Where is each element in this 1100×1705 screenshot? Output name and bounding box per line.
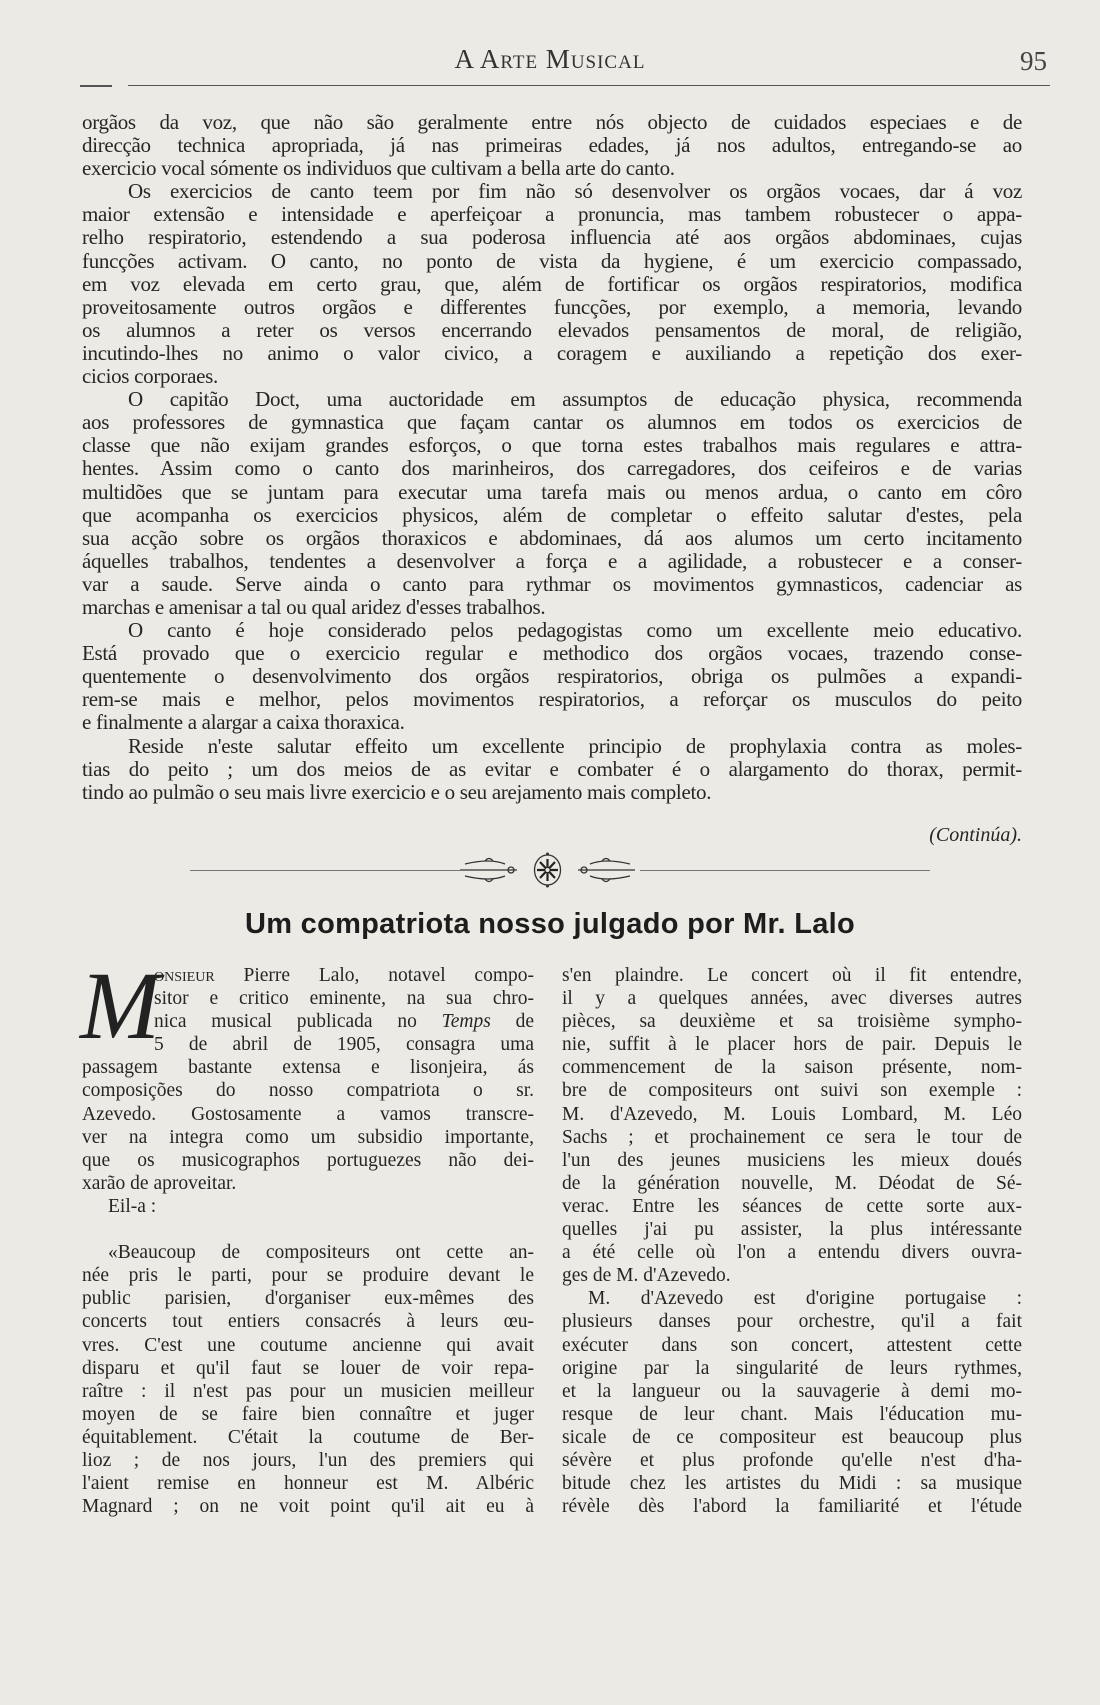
text-line: O capitão Doct, uma auctoridade em assumptos de educação physica, recommenda xyxy=(128,387,1022,412)
text-segment: nica musical publicada no xyxy=(154,1011,442,1033)
text-line: sua acção sobre os orgãos thoraxicos e abdominaes, dá aos alumos um certo incitamento xyxy=(82,525,1022,550)
text-line: em voz elevada em certo grau, que, além de fortificar os orgãos respiratorios, modifica xyxy=(82,271,1022,296)
text-line: raître : il n'est pas pour un musicien meilleur xyxy=(82,1380,534,1402)
text-segment: Pierre Lalo, notavel compo- xyxy=(214,965,534,986)
separator-rule-left xyxy=(190,870,460,871)
text-line: vres. C'est une coutume ancienne qui avait xyxy=(82,1334,534,1356)
text-segment: de xyxy=(490,1011,535,1033)
header-rule-short xyxy=(80,85,112,87)
text-line: Sachs ; et prochainement ce sera le tour de xyxy=(562,1126,1022,1148)
text-line: tias do peito ; um dos meios de as evitar e combater é o alargamento do thorax, permit- xyxy=(82,756,1022,781)
text-line: ges de M. d'Azevedo. xyxy=(562,1265,731,1287)
text-line xyxy=(82,1010,534,1033)
text-line: quelles j'ai pu assister, la plus intéressante xyxy=(562,1219,1022,1241)
text-line: s'en plaindre. Le concert où il fit entendre, xyxy=(562,965,1022,986)
article-heading: Um compatriota nosso julgado por Mr. Lalo xyxy=(244,908,856,940)
text-line: direcção technica apropriada, já nas primeiras edades, já nos adultos, entregando-se ao xyxy=(82,133,1022,158)
article-column-right xyxy=(562,964,1022,1518)
text-line: sicale de ce compositeur est beaucoup plus xyxy=(562,1426,1022,1448)
text-line: sévère et plus profonde qu'elle n'est d'ha- xyxy=(562,1449,1022,1471)
top-article-text xyxy=(82,111,1022,804)
running-title: A Arte Musical xyxy=(454,44,646,74)
text-line: tindo ao pulmão o seu mais livre exercicio e o seu arejamento mais completo. xyxy=(82,779,712,804)
text-line: révèle dès l'abord la familiarité et l'étude xyxy=(562,1496,1022,1518)
text-line: l'aient remise en honneur est M. Albéric xyxy=(82,1473,534,1495)
text-line: Reside n'este salutar effeito um excellente principio de prophylaxia contra as moles- xyxy=(128,733,1022,758)
text-line: Magnard ; on ne voit point qu'il ait eu à xyxy=(82,1496,534,1518)
text-line: orgãos da voz, que não são geralmente entre nós objecto de cuidados especiaes e de xyxy=(82,110,1022,134)
text-line: exécuter dans son concert, attestent cette xyxy=(562,1334,1022,1356)
text-line: exercicio vocal sómente os individuos que cultivam a bella arte do canto. xyxy=(82,156,675,181)
text-line: et la langueur ou la sauvagerie à demi mo- xyxy=(562,1380,1022,1402)
text-line: áquelles trabalhos, tendentes a desenvolver a força e a agilidade, a robustecer e a conser- xyxy=(82,548,1022,573)
text-line: xarão de aproveitar. xyxy=(82,1172,237,1194)
text-line: passagem bastante extensa e lisonjeira, ás xyxy=(82,1057,534,1079)
text-line: l'un des jeunes musiciens les mieux doués xyxy=(562,1149,1022,1171)
text-line: os alumnos a reter os versos encerrando elevados pensamentos de moral, de religião, xyxy=(82,317,1022,342)
text-line: quentemente o desenvolvimento dos orgãos respiratorios, obriga os pulmões a expandi- xyxy=(82,664,1022,689)
text-line: ver na integra como um subsidio importante, xyxy=(82,1126,534,1148)
text-line: maior extensão e intensidade e aperfeiçoar a pronuncia, mas tambem robustecer o appa- xyxy=(82,202,1022,227)
text-line: var a saude. Serve ainda o canto para rythmar os movimentos gymnasticos, cadenciar as xyxy=(82,571,1022,596)
text-line: O canto é hoje considerado pelos pedagogistas como um excellente meio educativo. xyxy=(128,618,1022,643)
first-word-rest: onsieur xyxy=(154,965,215,986)
text-line: pièces, sa deuxième et sa troisième sympho- xyxy=(562,1011,1022,1033)
italic-title: Temps xyxy=(441,1011,491,1033)
text-line: de la génération nouvelle, M. Déodat de Sé- xyxy=(562,1172,1022,1194)
text-line: composições do nosso compatriota o sr. xyxy=(82,1080,534,1102)
drop-cap: M xyxy=(80,952,160,1059)
text-line: a été celle où l'on a entendu divers ouvra- xyxy=(562,1242,1022,1264)
text-line: M. d'Azevedo est d'origine portugaise : xyxy=(588,1288,1022,1310)
text-line: classe que não exijam grandes esforços, o que torna estes trabalhos mais regulares e attra- xyxy=(82,433,1022,458)
text-line: bre de compositeurs ont suivi son exemple : xyxy=(562,1080,1022,1102)
text-line: sitor e critico eminente, na sua chro- xyxy=(154,988,534,1010)
text-line: que acompanha os exercicios physicos, além de completar o effeito salutar d'estes, pela xyxy=(82,502,1022,527)
text-line: nie, suffit à le placer hors de pair. Depuis le xyxy=(562,1034,1022,1056)
text-line: e finalmente a alargar a caixa thoraxica. xyxy=(82,710,405,735)
text-line: marchas e amenisar a tal ou qual aridez d'esses trabalhos. xyxy=(82,594,546,619)
text-line: bitude chez les artistes du Midi : sa musique xyxy=(562,1473,1022,1495)
separator-rule-right xyxy=(640,870,930,871)
text-line: M. d'Azevedo, M. Louis Lombard, M. Léo xyxy=(562,1103,1022,1125)
text-line: Está provado que o exercicio regular e methodico dos orgãos vocaes, trazendo conse- xyxy=(82,641,1022,666)
text-line: Azevedo. Gostosamente a vamos transcre- xyxy=(82,1103,534,1125)
text-line: verac. Entre les séances de cette sorte aux- xyxy=(562,1195,1022,1217)
text-line: relho respiratorio, estendendo a sua poderosa influencia até aos orgãos abdominaes, cujas xyxy=(82,225,1022,250)
text-line: née pris le parti, pour se produire devant le xyxy=(82,1265,534,1287)
text-line: que os musicographos portuguezes não dei- xyxy=(82,1149,534,1171)
article-column-left xyxy=(82,964,534,1518)
text-line: rem-se mais e melhor, pelos movimentos respiratorios, a reforçar os musculos do peito xyxy=(82,687,1022,712)
text-line: moyen de se faire bien connaître et juger xyxy=(82,1403,534,1425)
text-line: incutindo-lhes no animo o valor civico, a coragem e auxiliando a repetição dos exer- xyxy=(82,340,1022,365)
text-line: équitablement. C'était la coutume de Ber- xyxy=(82,1426,534,1448)
text-line: aos professores de gymnastica que façam cantar os alumnos em todos os exercicios de xyxy=(82,410,1022,435)
text-line: plusieurs danses pour orchestre, qu'il a fait xyxy=(562,1311,1022,1333)
text-line: «Beaucoup de compositeurs ont cette an- xyxy=(108,1242,534,1264)
text-line: Os exercicios de canto teem por fim não só desenvolver os orgãos vocaes, dar á voz xyxy=(128,179,1022,204)
text-line: disparu et qu'il faut se louer de voir repa- xyxy=(82,1357,534,1379)
blank-line xyxy=(82,1218,534,1241)
text-line xyxy=(82,964,534,987)
text-line: concerts tout entiers consacrés à leurs œu- xyxy=(82,1311,534,1333)
text-line: multidões que se juntam para executar uma tarefa mais ou menos ardua, o canto em côro xyxy=(82,479,1022,504)
page-number: 95 xyxy=(1020,46,1047,76)
text-line: resque de leur chant. Mais l'éducation mu- xyxy=(562,1403,1022,1425)
text-line: hentes. Assim como o canto dos marinheiros, dos carregadores, dos ceifeiros e de varias xyxy=(82,456,1022,481)
text-line: origine par la singularité de leurs rythmes, xyxy=(562,1357,1022,1379)
text-line: il y a quelques années, avec diverses autres xyxy=(562,988,1022,1010)
continua-note: (Continúa). xyxy=(929,824,1022,846)
text-line: 5 de abril de 1905, consagra uma xyxy=(154,1034,534,1056)
text-line: lioz ; de nos jours, l'un des premiers qui xyxy=(82,1449,534,1471)
ornament-flourish-icon xyxy=(455,852,640,888)
text-line: public parisien, d'organiser eux-mêmes des xyxy=(82,1288,534,1310)
text-line: funcções activam. O canto, no ponto de vista da hygiene, é um exercicio compassado, xyxy=(82,248,1022,273)
text-line: Eil-a : xyxy=(108,1195,157,1217)
text-line: commencement de la saison présente, nom- xyxy=(562,1057,1022,1079)
text-line: cicios corporaes. xyxy=(82,364,219,389)
header-rule xyxy=(128,85,1050,86)
text-line: proveitosamente outros orgãos e differentes funcções, por exemplo, a memoria, levando xyxy=(82,294,1022,319)
